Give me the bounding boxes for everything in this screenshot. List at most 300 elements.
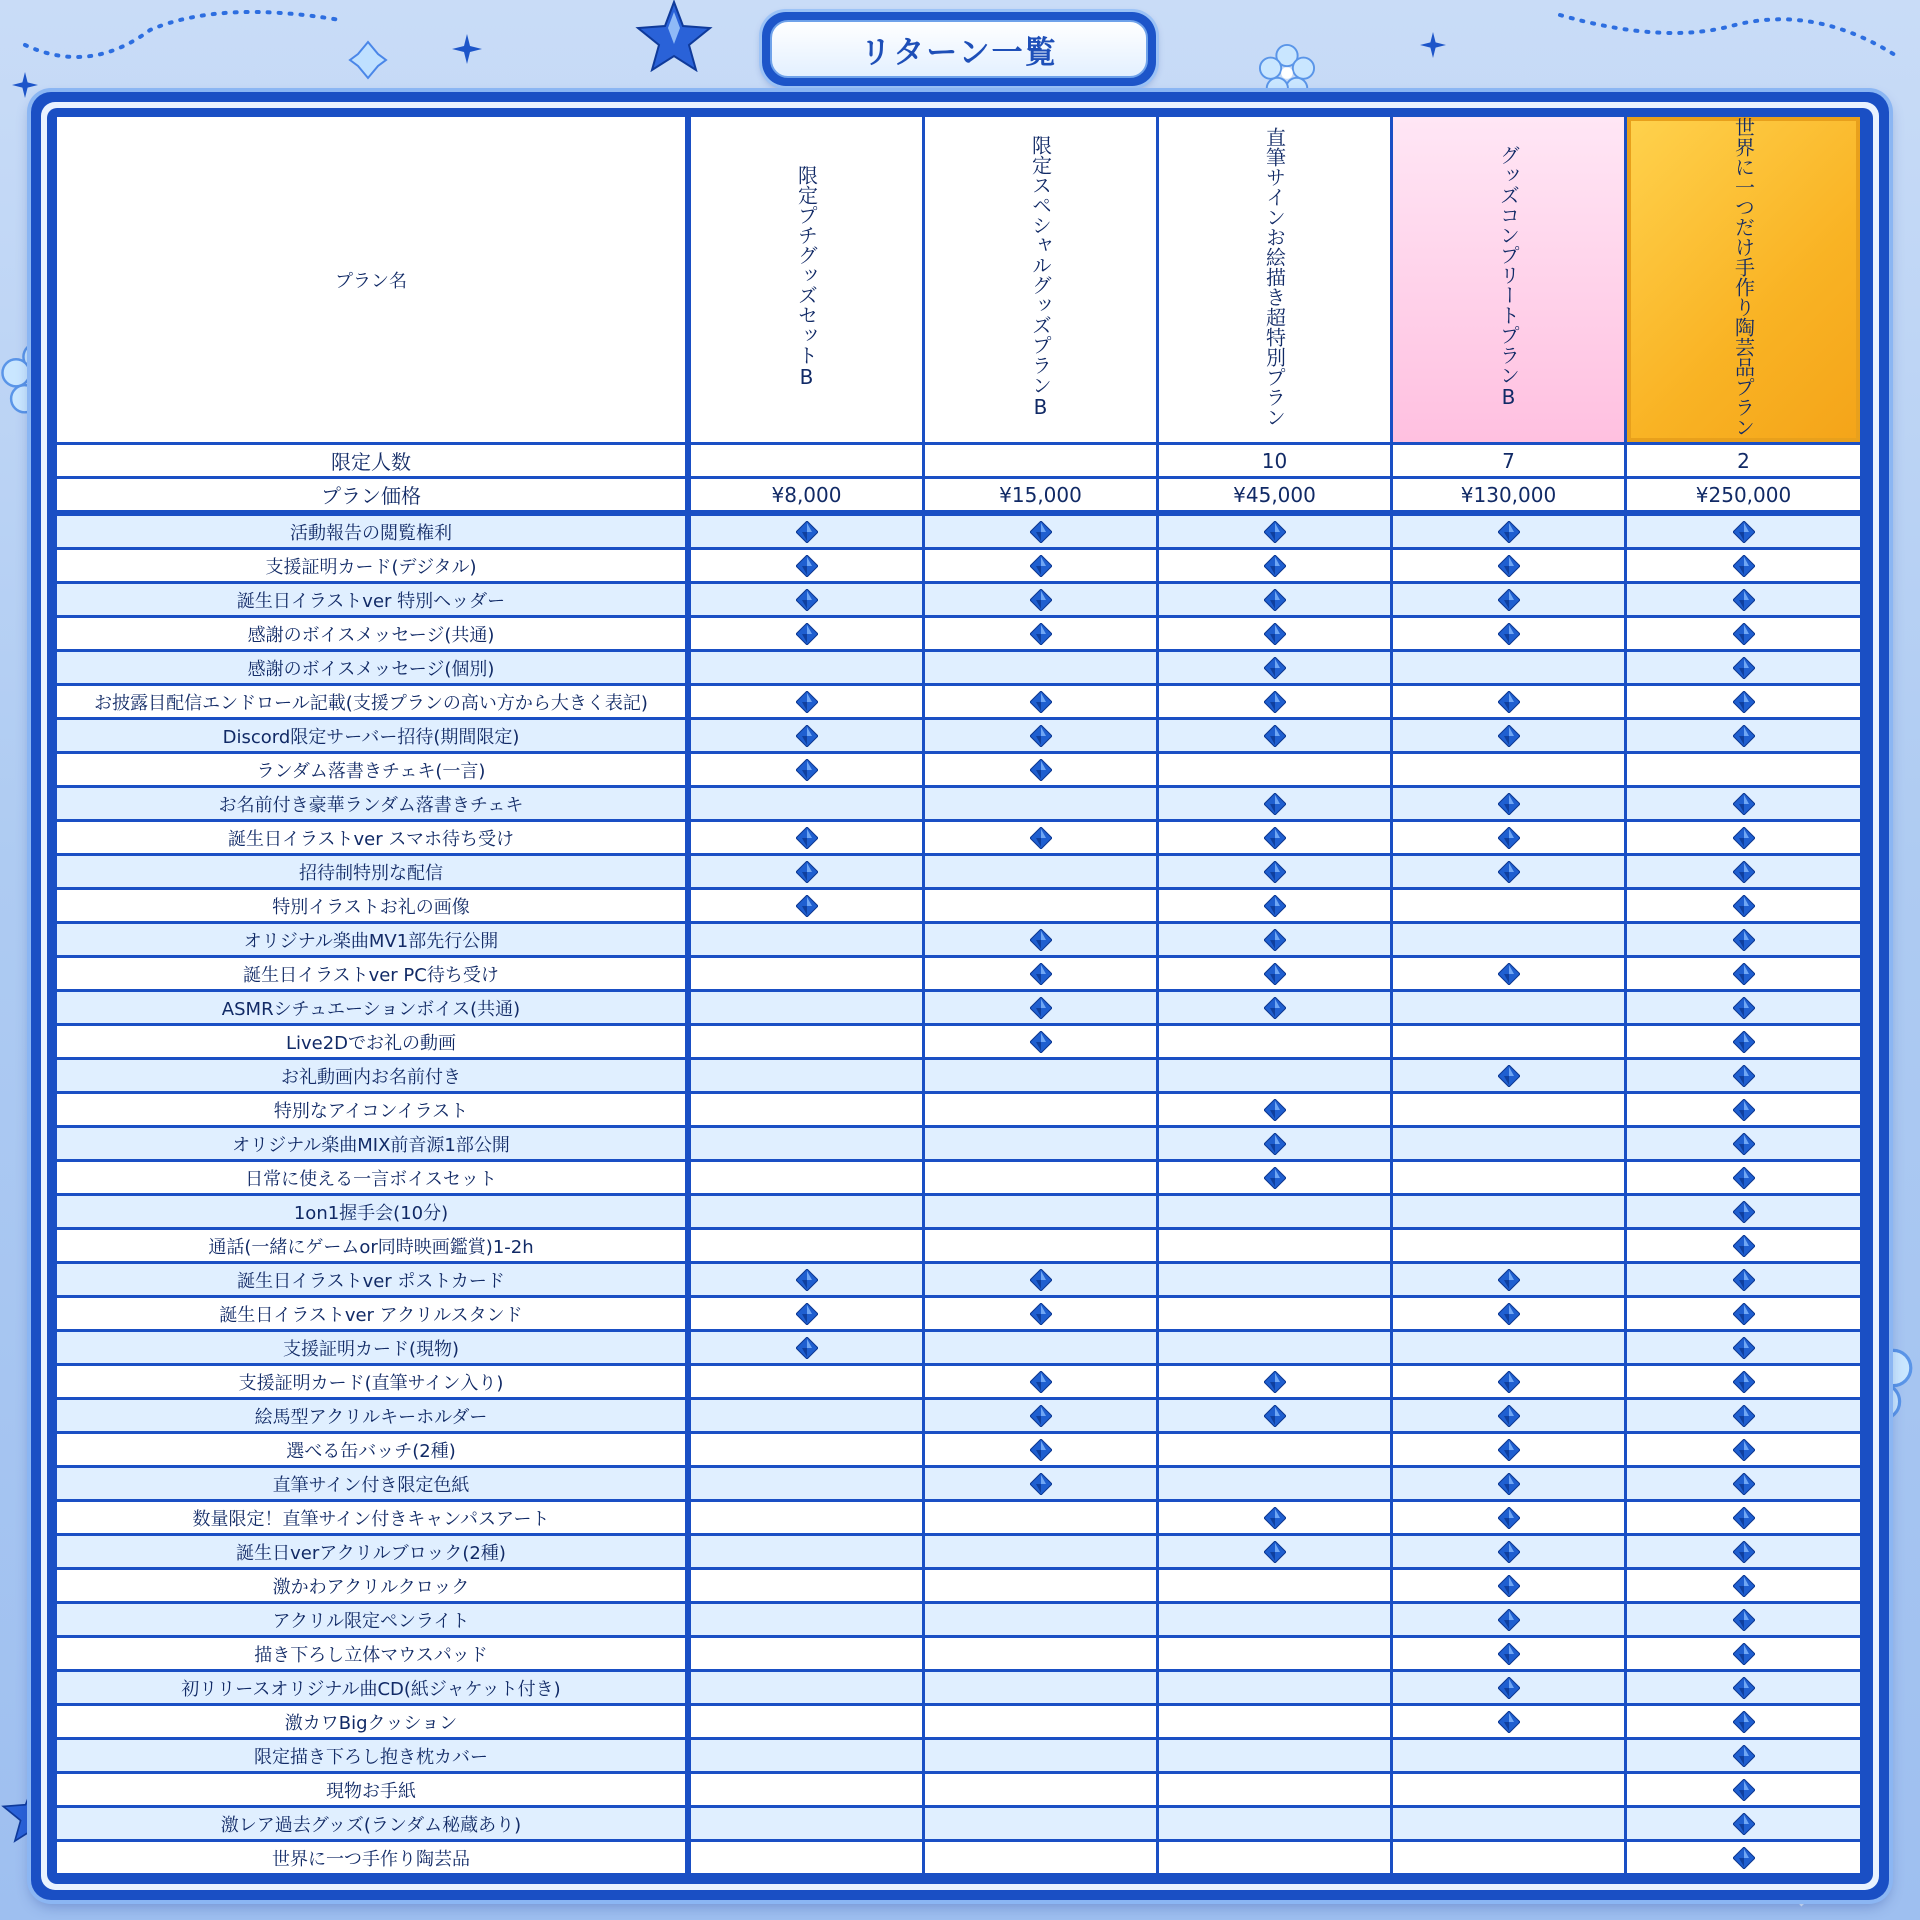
reward-check-cell [1159, 1570, 1393, 1604]
gem-check-icon [1264, 793, 1286, 815]
sparkle-icon [1420, 32, 1446, 58]
reward-label: 激レア過去グッズ(ランダム秘蔵あり) [57, 1808, 691, 1842]
gem-check-icon [1498, 1575, 1520, 1597]
gem-check-icon [1498, 1303, 1520, 1325]
gem-check-icon [1733, 929, 1755, 951]
reward-row [57, 754, 1863, 788]
reward-check-cell [1393, 788, 1627, 822]
reward-check-cell [1627, 1638, 1863, 1672]
reward-row [57, 550, 1863, 584]
reward-check-cell [925, 1298, 1159, 1332]
reward-check-cell [691, 1638, 925, 1672]
reward-check-cell [1159, 1332, 1393, 1366]
reward-label: 誕生日イラストver アクリルスタンド [57, 1298, 691, 1332]
gem-check-icon [1733, 827, 1755, 849]
reward-label: アクリル限定ペンライト [57, 1604, 691, 1638]
reward-check-cell [691, 1400, 925, 1434]
reward-check-cell [1159, 822, 1393, 856]
reward-label: 1on1握手会(10分) [57, 1196, 691, 1230]
price-row-value: ¥45,000 [1159, 479, 1393, 516]
reward-check-cell [691, 720, 925, 754]
reward-check-cell [925, 1502, 1159, 1536]
gem-check-icon [1498, 1473, 1520, 1495]
gem-check-icon [796, 895, 818, 917]
reward-check-cell [1159, 1400, 1393, 1434]
reward-check-cell [691, 1094, 925, 1128]
gem-check-icon [1733, 1371, 1755, 1393]
price-row-value: ¥250,000 [1627, 479, 1863, 516]
reward-check-cell [925, 516, 1159, 550]
reward-check-cell [925, 1230, 1159, 1264]
gem-check-icon [796, 1337, 818, 1359]
reward-check-cell [1393, 1434, 1627, 1468]
gem-check-icon [1733, 895, 1755, 917]
reward-check-cell [925, 890, 1159, 924]
small-star-icon [348, 40, 388, 80]
reward-row [57, 1026, 1863, 1060]
reward-check-cell [1393, 754, 1627, 788]
reward-check-cell [1627, 1842, 1863, 1876]
reward-check-cell [1159, 1434, 1393, 1468]
gem-check-icon [1498, 589, 1520, 611]
gem-check-icon [1733, 1303, 1755, 1325]
gem-check-icon [1264, 555, 1286, 577]
gem-check-icon [1733, 521, 1755, 543]
reward-check-cell [1627, 1400, 1863, 1434]
gem-check-icon [1498, 1507, 1520, 1529]
reward-check-cell [691, 1672, 925, 1706]
reward-row [57, 652, 1863, 686]
limit-row-value [925, 445, 1159, 479]
gem-check-icon [1733, 1269, 1755, 1291]
reward-check-cell [1393, 1060, 1627, 1094]
reward-label: 限定描き下ろし抱き枕カバー [57, 1740, 691, 1774]
reward-check-cell [1627, 686, 1863, 720]
reward-check-cell [691, 1842, 925, 1876]
reward-check-cell [691, 1128, 925, 1162]
gem-check-icon [1030, 1439, 1052, 1461]
plan-name-cell [1393, 117, 1627, 445]
limit-row-value: 10 [1159, 445, 1393, 479]
limit-row-value: 7 [1393, 445, 1627, 479]
reward-check-cell [1159, 1094, 1393, 1128]
gem-check-icon [796, 521, 818, 543]
reward-row [57, 1298, 1863, 1332]
reward-check-cell [1393, 584, 1627, 618]
reward-label: 数量限定！直筆サイン付きキャンパスアート [57, 1502, 691, 1536]
reward-check-cell [691, 1502, 925, 1536]
reward-check-cell [925, 1536, 1159, 1570]
gem-check-icon [1498, 1269, 1520, 1291]
reward-check-cell [1627, 1434, 1863, 1468]
reward-check-cell [1627, 1536, 1863, 1570]
reward-check-cell [1159, 1842, 1393, 1876]
plan-name-cell [1159, 117, 1393, 445]
reward-row [57, 1604, 1863, 1638]
gem-check-icon [1733, 1541, 1755, 1563]
reward-check-cell [1627, 890, 1863, 924]
reward-row [57, 856, 1863, 890]
limit-row [57, 445, 1863, 479]
plan-name: 直筆サインお絵描き超特別プラン [1262, 127, 1287, 427]
gem-check-icon [1498, 861, 1520, 883]
reward-check-cell [691, 652, 925, 686]
reward-check-cell [925, 1094, 1159, 1128]
reward-check-cell [925, 1774, 1159, 1808]
title-plate [762, 12, 1156, 86]
reward-row [57, 1706, 1863, 1740]
reward-label: お披露目配信エンドロール記載(支援プランの高い方から大きく表記) [57, 686, 691, 720]
reward-label: 激カワBigクッション [57, 1706, 691, 1740]
reward-check-cell [1627, 1060, 1863, 1094]
reward-label: Live2Dでお礼の動画 [57, 1026, 691, 1060]
gem-check-icon [1733, 589, 1755, 611]
gem-check-icon [1498, 691, 1520, 713]
reward-check-cell [1627, 822, 1863, 856]
gem-check-icon [1264, 623, 1286, 645]
reward-row [57, 1264, 1863, 1298]
reward-check-cell [1159, 1366, 1393, 1400]
reward-check-cell [1627, 1128, 1863, 1162]
gem-check-icon [796, 1303, 818, 1325]
reward-check-cell [1627, 1026, 1863, 1060]
gem-check-icon [1264, 1405, 1286, 1427]
gem-check-icon [1264, 725, 1286, 747]
gem-check-icon [1733, 1677, 1755, 1699]
reward-check-cell [1393, 1536, 1627, 1570]
reward-check-cell [1627, 720, 1863, 754]
reward-check-cell [1627, 1298, 1863, 1332]
reward-check-cell [1627, 1740, 1863, 1774]
gem-check-icon [1733, 1813, 1755, 1835]
reward-label: 絵馬型アクリルキーホルダー [57, 1400, 691, 1434]
reward-check-cell [925, 1468, 1159, 1502]
gem-check-icon [1733, 691, 1755, 713]
gem-check-icon [1733, 1065, 1755, 1087]
reward-row [57, 992, 1863, 1026]
reward-check-cell [1159, 1638, 1393, 1672]
reward-check-cell [1393, 1774, 1627, 1808]
reward-check-cell [1627, 1604, 1863, 1638]
reward-row [57, 1808, 1863, 1842]
gem-check-icon [1498, 1609, 1520, 1631]
reward-check-cell [691, 1162, 925, 1196]
reward-check-cell [691, 1332, 925, 1366]
reward-row [57, 1128, 1863, 1162]
price-row-value: ¥8,000 [691, 479, 925, 516]
reward-check-cell [691, 856, 925, 890]
gem-check-icon [796, 759, 818, 781]
gem-check-icon [796, 725, 818, 747]
plan-name-cell [1627, 117, 1863, 445]
gem-check-icon [1733, 1439, 1755, 1461]
gem-check-icon [1030, 691, 1052, 713]
gem-check-icon [1030, 1303, 1052, 1325]
reward-row [57, 890, 1863, 924]
gem-check-icon [796, 555, 818, 577]
gem-check-icon [1264, 997, 1286, 1019]
reward-check-cell [1159, 1774, 1393, 1808]
reward-row [57, 1230, 1863, 1264]
gem-check-icon [1498, 521, 1520, 543]
gem-check-icon [1498, 725, 1520, 747]
price-row [57, 479, 1863, 516]
reward-check-cell [1159, 686, 1393, 720]
gem-check-icon [1030, 1269, 1052, 1291]
gem-check-icon [1733, 1745, 1755, 1767]
reward-check-cell [691, 1774, 925, 1808]
reward-row [57, 1400, 1863, 1434]
reward-check-cell [691, 1060, 925, 1094]
reward-row [57, 1570, 1863, 1604]
gem-check-icon [1264, 1371, 1286, 1393]
reward-check-cell [1159, 1740, 1393, 1774]
reward-check-cell [925, 1264, 1159, 1298]
reward-check-cell [1393, 1026, 1627, 1060]
reward-row [57, 1094, 1863, 1128]
reward-check-cell [1159, 856, 1393, 890]
reward-check-cell [925, 1638, 1159, 1672]
reward-check-cell [1627, 1366, 1863, 1400]
page-title: リターン一覧 [860, 34, 1058, 71]
gem-check-icon [1264, 861, 1286, 883]
gem-check-icon [1498, 1711, 1520, 1733]
plan-name: 限定プチグッズセットB [794, 165, 819, 389]
reward-check-cell [1393, 1808, 1627, 1842]
reward-check-cell [1159, 1230, 1393, 1264]
reward-row [57, 584, 1863, 618]
reward-check-cell [1393, 1502, 1627, 1536]
reward-check-cell [691, 1706, 925, 1740]
reward-row [57, 1366, 1863, 1400]
reward-check-cell [691, 1604, 925, 1638]
reward-row [57, 1672, 1863, 1706]
reward-row [57, 1740, 1863, 1774]
reward-row [57, 720, 1863, 754]
reward-check-cell [1393, 550, 1627, 584]
reward-check-cell [1159, 1026, 1393, 1060]
reward-check-cell [1159, 992, 1393, 1026]
reward-check-cell [925, 1842, 1159, 1876]
reward-check-cell [1393, 992, 1627, 1026]
reward-check-cell [1627, 1808, 1863, 1842]
reward-check-cell [1627, 1230, 1863, 1264]
gem-check-icon [1264, 895, 1286, 917]
reward-label: 特別イラストお礼の画像 [57, 890, 691, 924]
gem-check-icon [1733, 1847, 1755, 1869]
reward-check-cell [925, 1434, 1159, 1468]
reward-check-cell [1159, 1196, 1393, 1230]
reward-check-cell [1159, 550, 1393, 584]
reward-check-cell [1627, 1570, 1863, 1604]
reward-check-cell [1393, 1264, 1627, 1298]
reward-label: お礼動画内お名前付き [57, 1060, 691, 1094]
reward-check-cell [925, 856, 1159, 890]
reward-check-cell [691, 924, 925, 958]
gem-check-icon [1030, 555, 1052, 577]
reward-check-cell [925, 754, 1159, 788]
gem-check-icon [1264, 827, 1286, 849]
reward-label: お名前付き豪華ランダム落書きチェキ [57, 788, 691, 822]
reward-check-cell [1393, 856, 1627, 890]
gem-check-icon [1733, 1099, 1755, 1121]
reward-row [57, 618, 1863, 652]
gem-check-icon [1733, 1167, 1755, 1189]
reward-check-cell [1159, 1502, 1393, 1536]
gem-check-icon [1030, 929, 1052, 951]
reward-check-cell [691, 1196, 925, 1230]
reward-check-cell [925, 1162, 1159, 1196]
gem-check-icon [1733, 1337, 1755, 1359]
sparkle-icon [12, 72, 38, 98]
reward-check-cell [1393, 1638, 1627, 1672]
reward-row [57, 1060, 1863, 1094]
reward-check-cell [1393, 1128, 1627, 1162]
reward-check-cell [925, 1400, 1159, 1434]
reward-check-cell [1159, 1298, 1393, 1332]
reward-check-cell [691, 1536, 925, 1570]
gem-check-icon [1498, 1677, 1520, 1699]
reward-check-cell [1627, 652, 1863, 686]
reward-row [57, 1468, 1863, 1502]
reward-check-cell [1393, 1366, 1627, 1400]
garland-right-decoration [1555, 0, 1905, 70]
reward-label: 招待制特別な配信 [57, 856, 691, 890]
reward-check-cell [1627, 1502, 1863, 1536]
reward-check-cell [691, 822, 925, 856]
gem-check-icon [1030, 997, 1052, 1019]
plan-name-cell [925, 117, 1159, 445]
gem-check-icon [1498, 1065, 1520, 1087]
reward-row [57, 1196, 1863, 1230]
gem-check-icon [1733, 623, 1755, 645]
reward-check-cell [1627, 1162, 1863, 1196]
reward-label: 感謝のボイスメッセージ(個別) [57, 652, 691, 686]
reward-check-cell [1159, 754, 1393, 788]
reward-check-cell [1627, 1264, 1863, 1298]
reward-row [57, 924, 1863, 958]
gem-check-icon [1264, 521, 1286, 543]
reward-label: 特別なアイコンイラスト [57, 1094, 691, 1128]
reward-check-cell [1393, 516, 1627, 550]
gem-check-icon [1733, 1405, 1755, 1427]
reward-check-cell [691, 1298, 925, 1332]
reward-check-cell [1393, 924, 1627, 958]
reward-check-cell [691, 584, 925, 618]
reward-check-cell [1393, 822, 1627, 856]
gem-check-icon [1030, 1371, 1052, 1393]
reward-check-cell [691, 1026, 925, 1060]
reward-check-cell [1627, 754, 1863, 788]
reward-row [57, 822, 1863, 856]
gem-check-icon [1733, 1235, 1755, 1257]
reward-label: 誕生日イラストver スマホ待ち受け [57, 822, 691, 856]
gem-check-icon [1733, 555, 1755, 577]
reward-check-cell [1393, 1332, 1627, 1366]
gem-check-icon [1733, 1133, 1755, 1155]
plan-name: 限定スペシャルグッズプランB [1028, 135, 1053, 419]
reward-check-cell [1627, 958, 1863, 992]
gem-check-icon [1733, 1031, 1755, 1053]
reward-row [57, 686, 1863, 720]
gem-check-icon [1264, 1541, 1286, 1563]
reward-check-cell [1393, 890, 1627, 924]
plan-name: グッズコンプリートプランB [1496, 145, 1521, 409]
reward-check-cell [925, 1332, 1159, 1366]
gem-check-icon [1030, 521, 1052, 543]
price-row-value: ¥15,000 [925, 479, 1159, 516]
reward-check-cell [1393, 1230, 1627, 1264]
reward-check-cell [925, 1808, 1159, 1842]
reward-check-cell [1627, 1196, 1863, 1230]
reward-check-cell [691, 958, 925, 992]
reward-check-cell [925, 1740, 1159, 1774]
gem-check-icon [1498, 555, 1520, 577]
reward-label: 世界に一つ手作り陶芸品 [57, 1842, 691, 1876]
reward-check-cell [1627, 856, 1863, 890]
gem-check-icon [1264, 963, 1286, 985]
reward-check-cell [925, 958, 1159, 992]
gem-check-icon [1030, 725, 1052, 747]
garland-left-decoration [20, 0, 360, 70]
reward-check-cell [925, 618, 1159, 652]
gem-check-icon [1733, 1609, 1755, 1631]
reward-check-cell [925, 1128, 1159, 1162]
reward-label: 支援証明カード(現物) [57, 1332, 691, 1366]
gem-check-icon [1498, 1371, 1520, 1393]
reward-label: Discord限定サーバー招待(期間限定) [57, 720, 691, 754]
reward-row [57, 1162, 1863, 1196]
reward-check-cell [925, 1570, 1159, 1604]
gem-check-icon [1733, 997, 1755, 1019]
gem-check-icon [1264, 691, 1286, 713]
reward-row [57, 958, 1863, 992]
gem-check-icon [1498, 1541, 1520, 1563]
reward-check-cell [1627, 550, 1863, 584]
reward-label: ASMRシチュエーションボイス(共通) [57, 992, 691, 1026]
gem-check-icon [1030, 623, 1052, 645]
reward-row [57, 1536, 1863, 1570]
reward-check-cell [691, 1366, 925, 1400]
reward-check-cell [925, 1672, 1159, 1706]
reward-check-cell [1159, 1808, 1393, 1842]
gem-check-icon [1264, 657, 1286, 679]
reward-check-cell [925, 652, 1159, 686]
reward-label: 活動報告の閲覧権利 [57, 516, 691, 550]
reward-check-cell [691, 516, 925, 550]
reward-check-cell [691, 754, 925, 788]
gem-check-icon [1733, 793, 1755, 815]
reward-label: 描き下ろし立体マウスパッド [57, 1638, 691, 1672]
gem-check-icon [1498, 793, 1520, 815]
gem-check-icon [1030, 1473, 1052, 1495]
reward-check-cell [925, 924, 1159, 958]
limit-row-value: 2 [1627, 445, 1863, 479]
reward-check-cell [1393, 1570, 1627, 1604]
reward-check-cell [691, 788, 925, 822]
reward-check-cell [1393, 1842, 1627, 1876]
reward-check-cell [1393, 1196, 1627, 1230]
gem-check-icon [1733, 1711, 1755, 1733]
reward-check-cell [691, 1570, 925, 1604]
gem-check-icon [1030, 963, 1052, 985]
reward-label: 現物お手紙 [57, 1774, 691, 1808]
plan-name: 世界に一つだけ手作り陶芸品プラン [1731, 117, 1756, 437]
price-row-label: プラン価格 [57, 479, 691, 516]
reward-check-cell [1159, 1128, 1393, 1162]
reward-check-cell [925, 822, 1159, 856]
reward-check-cell [1393, 1672, 1627, 1706]
